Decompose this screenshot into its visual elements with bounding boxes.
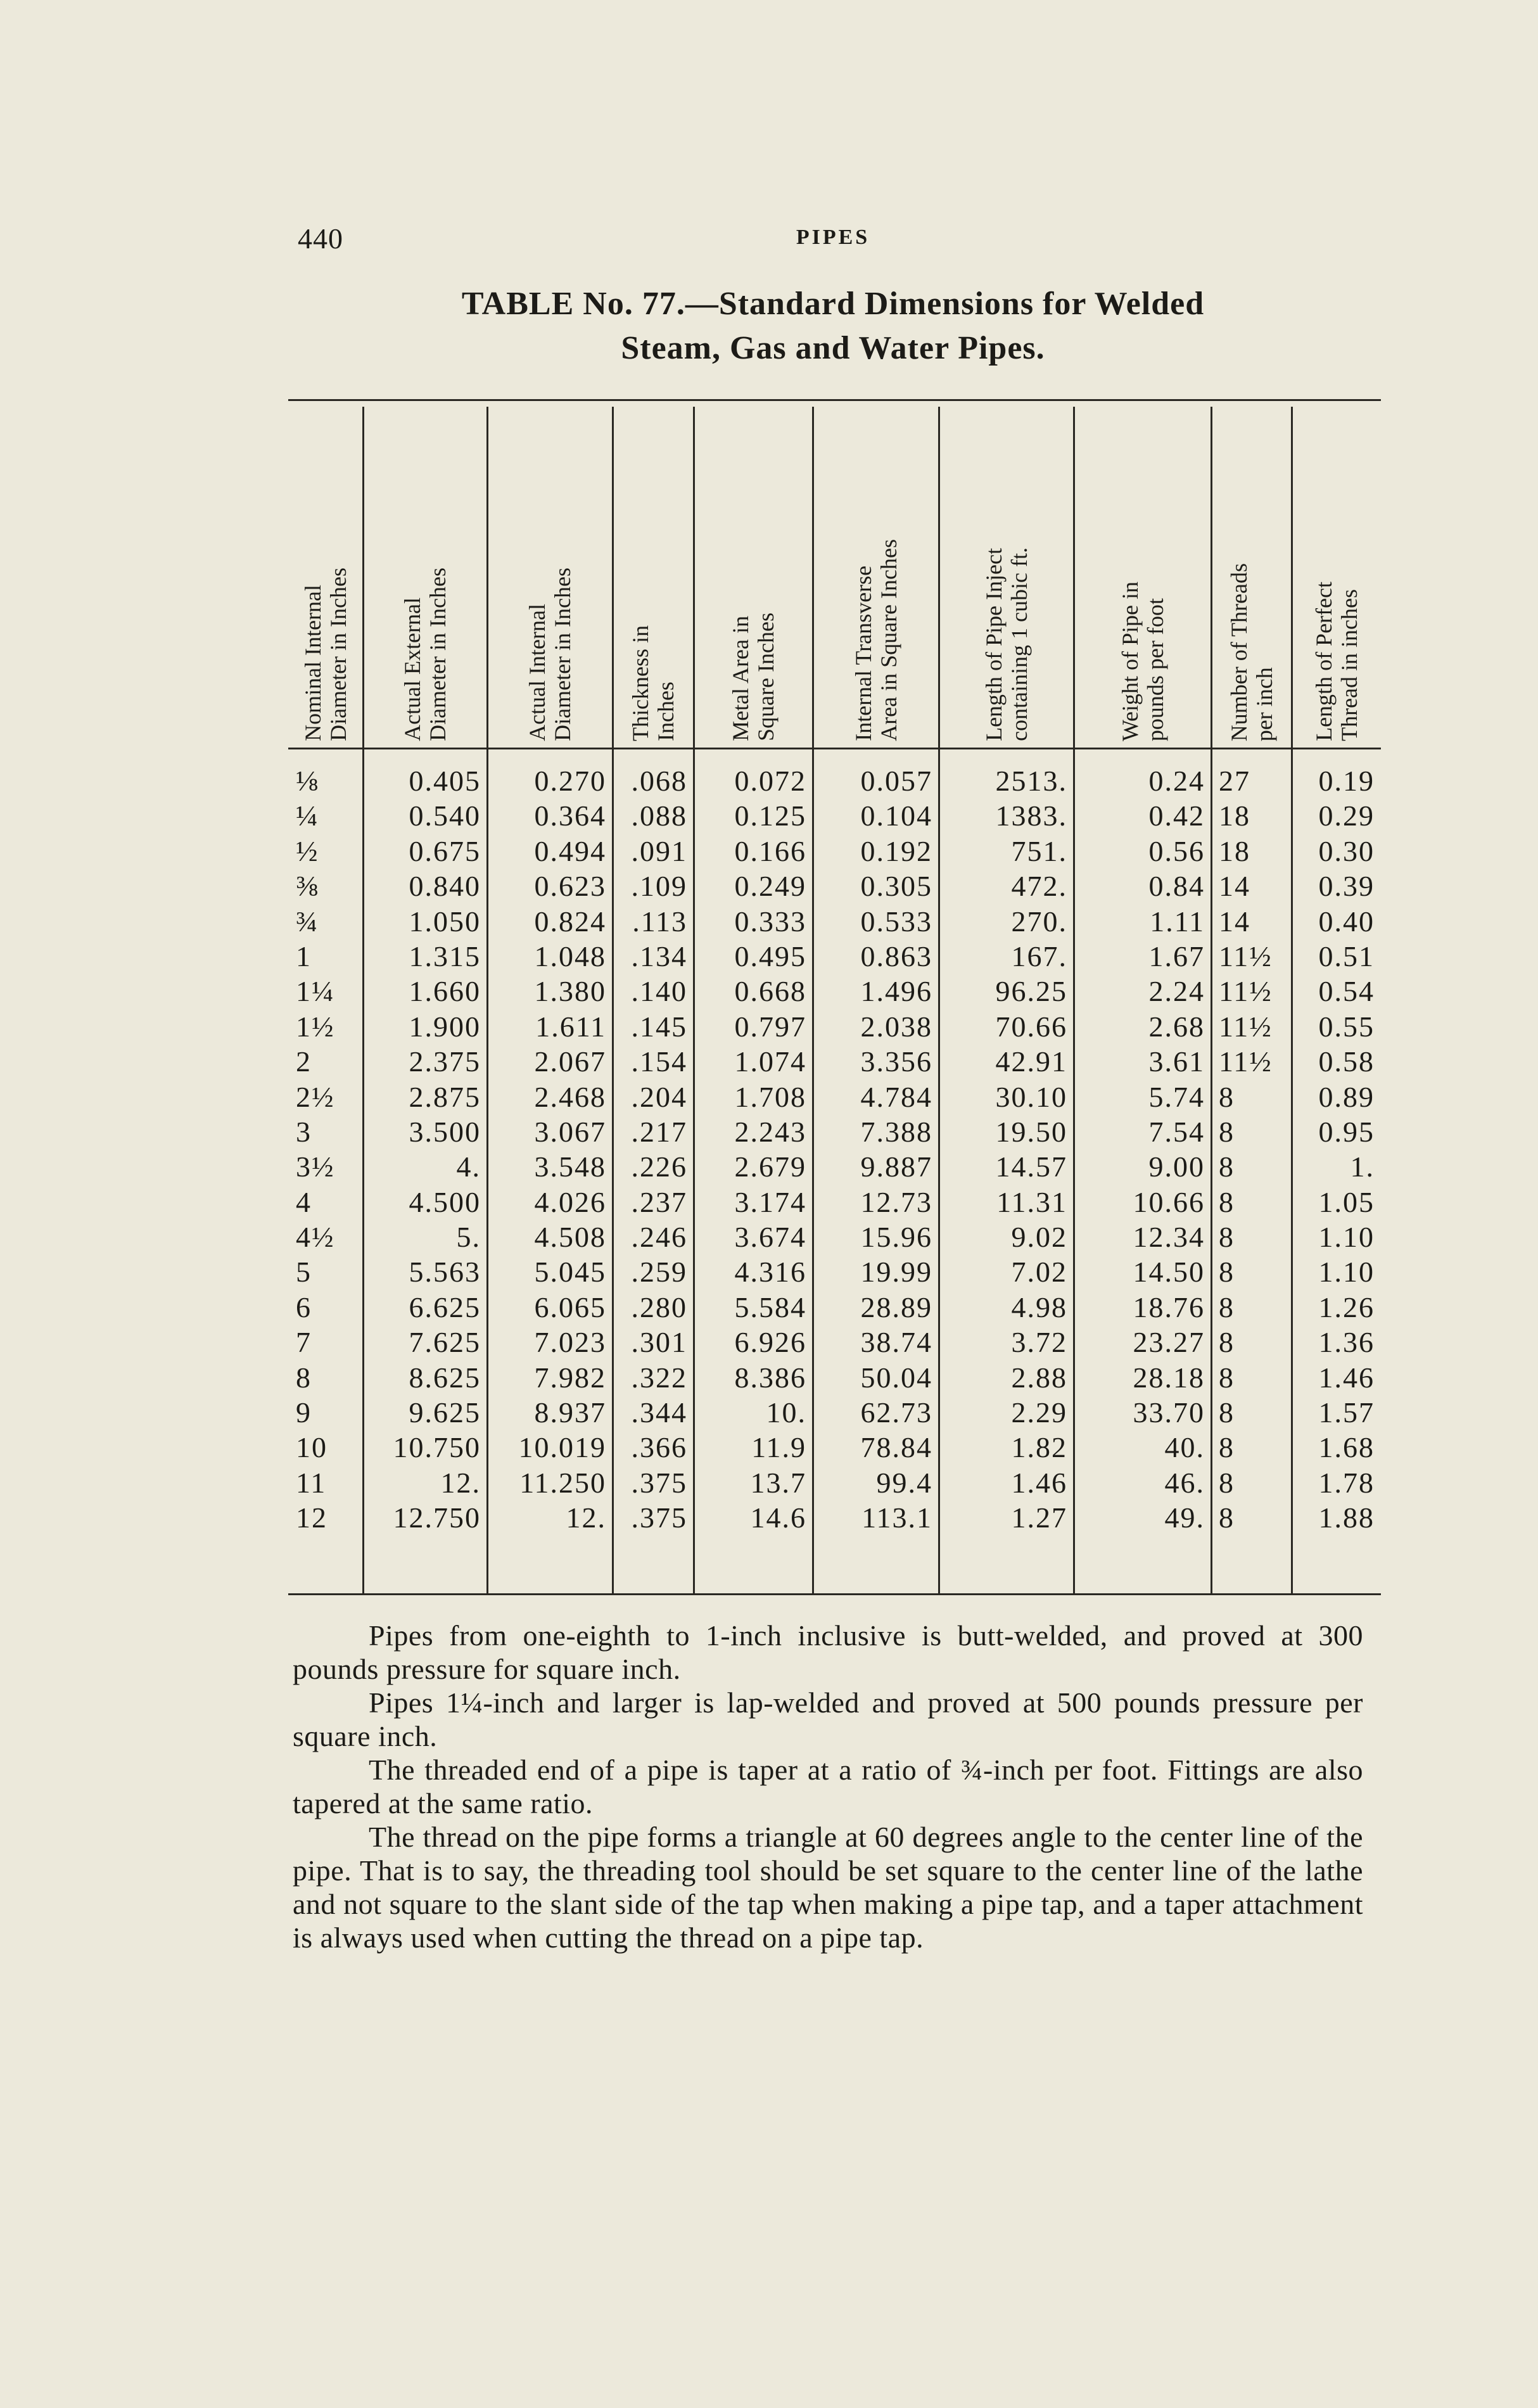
- table-cell: 8: [1219, 1326, 1235, 1359]
- table-cell: 7.625: [409, 1326, 481, 1359]
- column-header-label: Actual Internal Diameter in Inches: [524, 568, 575, 741]
- table-cell: 3.067: [534, 1115, 606, 1148]
- table-cell: 8: [1219, 1256, 1235, 1289]
- table-cell: 5.563: [409, 1256, 481, 1289]
- table-cell: 0.30: [1318, 834, 1375, 867]
- table-cell: 18: [1219, 834, 1250, 867]
- table-cell: 3: [296, 1115, 312, 1148]
- table-cell: 0.840: [409, 870, 481, 903]
- table-row: [288, 1044, 1381, 1079]
- table-cell: 11: [296, 1466, 327, 1499]
- table-cell: 0.58: [1318, 1045, 1375, 1078]
- table-cell: 0.797: [734, 1010, 806, 1043]
- table-cell: .134: [631, 940, 687, 972]
- table-cell: 0.55: [1318, 1010, 1375, 1043]
- table-cell: 472.: [1011, 870, 1067, 903]
- table-cell: 2.68: [1148, 1010, 1205, 1043]
- table-cell: 0.24: [1148, 765, 1205, 797]
- column-header-label: Weight of Pipe in pounds per foot: [1117, 581, 1168, 741]
- table-cell: 1.: [1350, 1150, 1375, 1183]
- table-row: [288, 1430, 1381, 1465]
- table-cell: 14.50: [1133, 1256, 1205, 1289]
- running-head: PIPES: [796, 226, 870, 249]
- table-cell: 14: [1219, 870, 1250, 903]
- table-cell: .259: [631, 1256, 687, 1289]
- table-cell: .068: [631, 765, 687, 797]
- column-header: [813, 412, 939, 741]
- table-cell: 0.19: [1318, 765, 1375, 797]
- table-cell: 2½: [296, 1080, 335, 1113]
- table-cell: 12.: [566, 1501, 606, 1534]
- table-cell: 1.57: [1318, 1396, 1375, 1429]
- table-cell: 0.072: [734, 765, 806, 797]
- column-header: [487, 412, 613, 741]
- table-cell: 1.68: [1318, 1431, 1375, 1464]
- table-cell: 7.02: [1011, 1256, 1067, 1289]
- table-cell: 8: [1219, 1185, 1235, 1218]
- table-row: [288, 1395, 1381, 1430]
- note-paragraph: Pipes 1¼-inch and larger is lap-welded and proved at 500 pounds pressure per square inch.: [293, 1686, 1363, 1752]
- table-cell: 7: [296, 1326, 312, 1359]
- table-cell: 0.305: [860, 870, 932, 903]
- table-cell: 2.24: [1148, 975, 1205, 1008]
- table-cell: 0.166: [734, 834, 806, 867]
- column-header-label: Nominal Internal Diameter in Inches: [300, 568, 351, 741]
- table-cell: 1.11: [1150, 905, 1205, 938]
- table-row: [288, 904, 1381, 939]
- table-cell: 0.54: [1318, 975, 1375, 1008]
- table-cell: 0.333: [734, 905, 806, 938]
- column-header-label: Length of Pipe Inject containing 1 cubic ft.: [981, 547, 1032, 741]
- table-cell: 12.: [440, 1466, 481, 1499]
- table-cell: 99.4: [876, 1466, 932, 1499]
- table-cell: .375: [631, 1466, 687, 1499]
- table-cell: 4.784: [860, 1080, 932, 1113]
- table-row: [288, 1080, 1381, 1114]
- notes: [293, 1619, 1363, 1954]
- table-cell: 0.39: [1318, 870, 1375, 903]
- table-cell: 33.70: [1133, 1396, 1205, 1429]
- table-row: [288, 1290, 1381, 1325]
- table-cell: 4.026: [534, 1185, 606, 1218]
- table-cell: 5.74: [1148, 1080, 1205, 1113]
- table-body: [288, 763, 1381, 1536]
- table-row: [288, 798, 1381, 833]
- table-cell: 11½: [1219, 975, 1273, 1008]
- table-cell: 6.065: [534, 1290, 606, 1323]
- table-cell: 2: [296, 1045, 312, 1078]
- table-cell: 5: [296, 1256, 312, 1289]
- table-cell: 8: [1219, 1080, 1235, 1113]
- table-cell: 10: [296, 1431, 327, 1464]
- table-cell: 0.270: [534, 765, 606, 797]
- table-cell: 2.875: [409, 1080, 481, 1113]
- table-cell: 19.50: [995, 1115, 1067, 1148]
- table-cell: 0.668: [734, 975, 806, 1008]
- table-cell: 1.46: [1011, 1466, 1067, 1499]
- table-cell: 40.: [1164, 1431, 1205, 1464]
- table-cell: 1.67: [1148, 940, 1205, 972]
- table-cell: 2.29: [1011, 1396, 1067, 1429]
- table-cell: 2.468: [534, 1080, 606, 1113]
- table-cell: 7.982: [534, 1361, 606, 1394]
- table-cell: 4.316: [734, 1256, 806, 1289]
- table-cell: 1383.: [995, 799, 1067, 832]
- table-cell: .301: [631, 1326, 687, 1359]
- table-cell: 9.02: [1011, 1221, 1067, 1254]
- table-cell: 0.405: [409, 765, 481, 797]
- table-cell: 3.674: [734, 1221, 806, 1254]
- column-header: [363, 412, 487, 741]
- table-cell: 6: [296, 1290, 312, 1323]
- table-cell: 13.7: [750, 1466, 806, 1499]
- table-cell: 96.25: [995, 975, 1067, 1008]
- table-cell: 3.500: [409, 1115, 481, 1148]
- table-cell: 10.66: [1133, 1185, 1205, 1218]
- table-cell: 1.78: [1318, 1466, 1375, 1499]
- table-cell: 3½: [296, 1150, 335, 1183]
- table-row: [288, 1114, 1381, 1149]
- table-cell: 1.10: [1318, 1256, 1375, 1289]
- table-cell: 1.26: [1318, 1290, 1375, 1323]
- table-cell: .154: [631, 1045, 687, 1078]
- table-cell: 10.: [766, 1396, 806, 1429]
- table-cell: 1.050: [409, 905, 481, 938]
- table-cell: .344: [631, 1396, 687, 1429]
- table-cell: 3.548: [534, 1150, 606, 1183]
- table-cell: 7.54: [1148, 1115, 1205, 1148]
- table-cell: 23.27: [1133, 1326, 1205, 1359]
- table-row: [288, 1185, 1381, 1220]
- table-cell: ¼: [296, 799, 319, 832]
- table-cell: 4.508: [534, 1221, 606, 1254]
- table-cell: 4.500: [409, 1185, 481, 1218]
- table-cell: 0.249: [734, 870, 806, 903]
- table-header-rule: [288, 748, 1381, 749]
- table-cell: 11½: [1219, 1010, 1273, 1043]
- table-cell: 8: [1219, 1466, 1235, 1499]
- column-header: [694, 412, 813, 741]
- table-cell: 9.00: [1148, 1150, 1205, 1183]
- table-cell: 2.038: [860, 1010, 932, 1043]
- table-top-rule: [288, 399, 1381, 401]
- table-cell: 167.: [1011, 940, 1067, 972]
- table-cell: 4: [296, 1185, 312, 1218]
- table-cell: 1: [296, 940, 312, 972]
- table-cell: 3.174: [734, 1185, 806, 1218]
- column-header-label: Metal Area in Square Inches: [728, 613, 779, 741]
- table-row: [288, 1149, 1381, 1184]
- table-cell: .113: [632, 905, 687, 938]
- table-cell: 0.623: [534, 870, 606, 903]
- table-cell: 5.584: [734, 1290, 806, 1323]
- table-cell: 4.: [456, 1150, 481, 1183]
- table-cell: .140: [631, 975, 687, 1008]
- table-cell: 1.315: [409, 940, 481, 972]
- table-cell: 7.388: [860, 1115, 932, 1148]
- table-cell: 0.125: [734, 799, 806, 832]
- column-header-label: Number of Threads per inch: [1226, 563, 1277, 741]
- table-cell: 0.104: [860, 799, 932, 832]
- dimensions-table: [288, 399, 1381, 1595]
- column-header: [939, 412, 1074, 741]
- table-cell: 9.625: [409, 1396, 481, 1429]
- table-cell: 8: [1219, 1396, 1235, 1429]
- column-header-label: Thickness in Inches: [628, 625, 678, 741]
- column-header: [613, 412, 694, 741]
- table-title: TABLE No. 77.—Standard Dimensions for Welded Steam, Gas and Water Pipes.: [461, 286, 1205, 366]
- table-cell: 4.98: [1011, 1290, 1067, 1323]
- table-cell: 18.76: [1133, 1290, 1205, 1323]
- table-cell: 46.: [1164, 1466, 1205, 1499]
- note-paragraph: The thread on the pipe forms a triangle at 60 degrees angle to the center line of the pipe. That is to say, the threading tool should be set square to the center line of the lathe and not square to the slant side of the tap when making a pipe tap, and a taper attachment is always used when cutting the thread on a pipe tap.: [293, 1821, 1363, 1954]
- table-cell: .088: [631, 799, 687, 832]
- table-cell: 0.51: [1318, 940, 1375, 972]
- table-cell: 2.88: [1011, 1361, 1067, 1394]
- table-cell: 0.533: [860, 905, 932, 938]
- table-row: [288, 869, 1381, 903]
- table-cell: 2513.: [995, 765, 1067, 797]
- page-header: [298, 222, 1368, 260]
- table-cell: 14.6: [750, 1501, 806, 1534]
- table-cell: 28.18: [1133, 1361, 1205, 1394]
- table-cell: 1.660: [409, 975, 481, 1008]
- table-cell: 70.66: [995, 1010, 1067, 1043]
- table-cell: 113.1: [861, 1501, 932, 1534]
- table-cell: 3.72: [1011, 1326, 1067, 1359]
- table-cell: 8: [1219, 1221, 1235, 1254]
- table-cell: 49.: [1164, 1501, 1205, 1534]
- table-cell: 38.74: [860, 1326, 932, 1359]
- table-cell: 62.73: [860, 1396, 932, 1429]
- table-cell: 10.019: [518, 1431, 606, 1464]
- table-cell: ½: [296, 834, 319, 867]
- table-cell: 8: [1219, 1115, 1235, 1148]
- table-cell: 1¼: [296, 975, 335, 1008]
- table-cell: 19.99: [860, 1256, 932, 1289]
- table-cell: 0.495: [734, 940, 806, 972]
- table-cell: ¾: [296, 905, 319, 938]
- table-cell: 50.04: [860, 1361, 932, 1394]
- column-header-label: Actual External Diameter in Inches: [400, 568, 450, 741]
- table-cell: 8: [296, 1361, 312, 1394]
- table-row: [288, 939, 1381, 974]
- table-cell: 0.89: [1318, 1080, 1375, 1113]
- table-cell: 2.243: [734, 1115, 806, 1148]
- table-cell: 3.356: [860, 1045, 932, 1078]
- table-cell: 0.84: [1148, 870, 1205, 903]
- table-cell: 8: [1219, 1431, 1235, 1464]
- table-cell: 0.40: [1318, 905, 1375, 938]
- table-cell: 11½: [1219, 940, 1273, 972]
- table-cell: 0.364: [534, 799, 606, 832]
- column-header-label: Internal Transverse Area in Square Inches: [850, 539, 901, 741]
- column-header: [1211, 412, 1292, 741]
- table-cell: 8: [1219, 1150, 1235, 1183]
- table-cell: 12.34: [1133, 1221, 1205, 1254]
- table-cell: 8.386: [734, 1361, 806, 1394]
- table-cell: .246: [631, 1221, 687, 1254]
- table-cell: 8: [1219, 1361, 1235, 1394]
- table-cell: 30.10: [995, 1080, 1067, 1113]
- table-cell: 42.91: [995, 1045, 1067, 1078]
- table-cell: 14: [1219, 905, 1250, 938]
- table-cell: 8: [1219, 1290, 1235, 1323]
- table-cell: 1.074: [734, 1045, 806, 1078]
- table-cell: 1.10: [1318, 1221, 1375, 1254]
- table-cell: 6.926: [734, 1326, 806, 1359]
- table-cell: .237: [631, 1185, 687, 1218]
- table-cell: 1.88: [1318, 1501, 1375, 1534]
- table-cell: 751.: [1011, 834, 1067, 867]
- table-cell: 12.73: [860, 1185, 932, 1218]
- table-cell: 1½: [296, 1010, 335, 1043]
- table-row: [288, 1220, 1381, 1254]
- table-cell: 0.192: [860, 834, 932, 867]
- table-cell: 27: [1219, 765, 1250, 797]
- table-row: [288, 834, 1381, 869]
- table-cell: .280: [631, 1290, 687, 1323]
- table-row: [288, 1325, 1381, 1360]
- table-cell: 0.540: [409, 799, 481, 832]
- column-header: [1074, 412, 1211, 741]
- table-cell: 11.31: [996, 1185, 1067, 1218]
- table-cell: 0.56: [1148, 834, 1205, 867]
- table-cell: 7.023: [534, 1326, 606, 1359]
- table-cell: 78.84: [860, 1431, 932, 1464]
- table-cell: .217: [631, 1115, 687, 1148]
- table-cell: .226: [631, 1150, 687, 1183]
- table-cell: 5.: [456, 1221, 481, 1254]
- table-cell: 18: [1219, 799, 1250, 832]
- table-cell: 1.496: [860, 975, 932, 1008]
- table-cell: .204: [631, 1080, 687, 1113]
- table-cell: 0.675: [409, 834, 481, 867]
- table-cell: 4½: [296, 1221, 335, 1254]
- table-cell: 1.900: [409, 1010, 481, 1043]
- table-bottom-rule: [288, 1593, 1381, 1595]
- table-cell: .322: [631, 1361, 687, 1394]
- note-paragraph: Pipes from one-eighth to 1-inch inclusive is butt-welded, and proved at 300 pounds pressure for square inch.: [293, 1619, 1363, 1685]
- table-cell: 14.57: [995, 1150, 1067, 1183]
- table-cell: 28.89: [860, 1290, 932, 1323]
- table-cell: .109: [631, 870, 687, 903]
- table-cell: 0.494: [534, 834, 606, 867]
- table-cell: .375: [631, 1501, 687, 1534]
- table-cell: 15.96: [860, 1221, 932, 1254]
- table-cell: 12: [296, 1501, 327, 1534]
- table-cell: 12.750: [393, 1501, 481, 1534]
- table-cell: 0.057: [860, 765, 932, 797]
- table-cell: 2.679: [734, 1150, 806, 1183]
- table-cell: 9.887: [860, 1150, 932, 1183]
- table-cell: 8: [1219, 1501, 1235, 1534]
- table-cell: 1.048: [534, 940, 606, 972]
- table-cell: 11½: [1219, 1045, 1273, 1078]
- table-row: [288, 1360, 1381, 1395]
- page-number: 440: [298, 222, 343, 255]
- table-cell: 2.067: [534, 1045, 606, 1078]
- table-cell: 5.045: [534, 1256, 606, 1289]
- table-cell: 270.: [1011, 905, 1067, 938]
- column-header: [1292, 412, 1381, 741]
- table-cell: ⅜: [296, 870, 319, 903]
- table-cell: 1.46: [1318, 1361, 1375, 1394]
- table-cell: 10.750: [393, 1431, 481, 1464]
- table-cell: 11.250: [519, 1466, 606, 1499]
- table-cell: 6.625: [409, 1290, 481, 1323]
- table-cell: 2.375: [409, 1045, 481, 1078]
- table-cell: 0.95: [1318, 1115, 1375, 1148]
- column-header-label: Length of Perfect Thread in inches: [1311, 582, 1362, 741]
- table-cell: 1.708: [734, 1080, 806, 1113]
- table-cell: 1.380: [534, 975, 606, 1008]
- table-cell: 1.82: [1011, 1431, 1067, 1464]
- table-row: [288, 974, 1381, 1009]
- table-cell: 11.9: [751, 1431, 806, 1464]
- column-header: [288, 412, 363, 741]
- table-cell: 9: [296, 1396, 312, 1429]
- table-cell: 8.625: [409, 1361, 481, 1394]
- table-cell: 3.61: [1148, 1045, 1205, 1078]
- table-row: [288, 763, 1381, 798]
- table-cell: 0.29: [1318, 799, 1375, 832]
- table-cell: ⅛: [296, 765, 319, 797]
- table-cell: .145: [631, 1010, 687, 1043]
- table-row: [288, 1254, 1381, 1289]
- table-cell: 0.863: [860, 940, 932, 972]
- table-row: [288, 1009, 1381, 1044]
- table-cell: 1.27: [1011, 1501, 1067, 1534]
- note-paragraph: The threaded end of a pipe is taper at a ratio of ¾-inch per foot. Fittings are also tapered at the same ratio.: [293, 1754, 1363, 1819]
- table-row: [288, 1500, 1381, 1535]
- table-row: [288, 1465, 1381, 1500]
- table-cell: .091: [631, 834, 687, 867]
- table-cell: 1.611: [535, 1010, 606, 1043]
- table-cell: 1.05: [1318, 1185, 1375, 1218]
- table-cell: 0.42: [1148, 799, 1205, 832]
- table-cell: 0.824: [534, 905, 606, 938]
- table-cell: 8.937: [534, 1396, 606, 1429]
- table-cell: .366: [631, 1431, 687, 1464]
- table-cell: 1.36: [1318, 1326, 1375, 1359]
